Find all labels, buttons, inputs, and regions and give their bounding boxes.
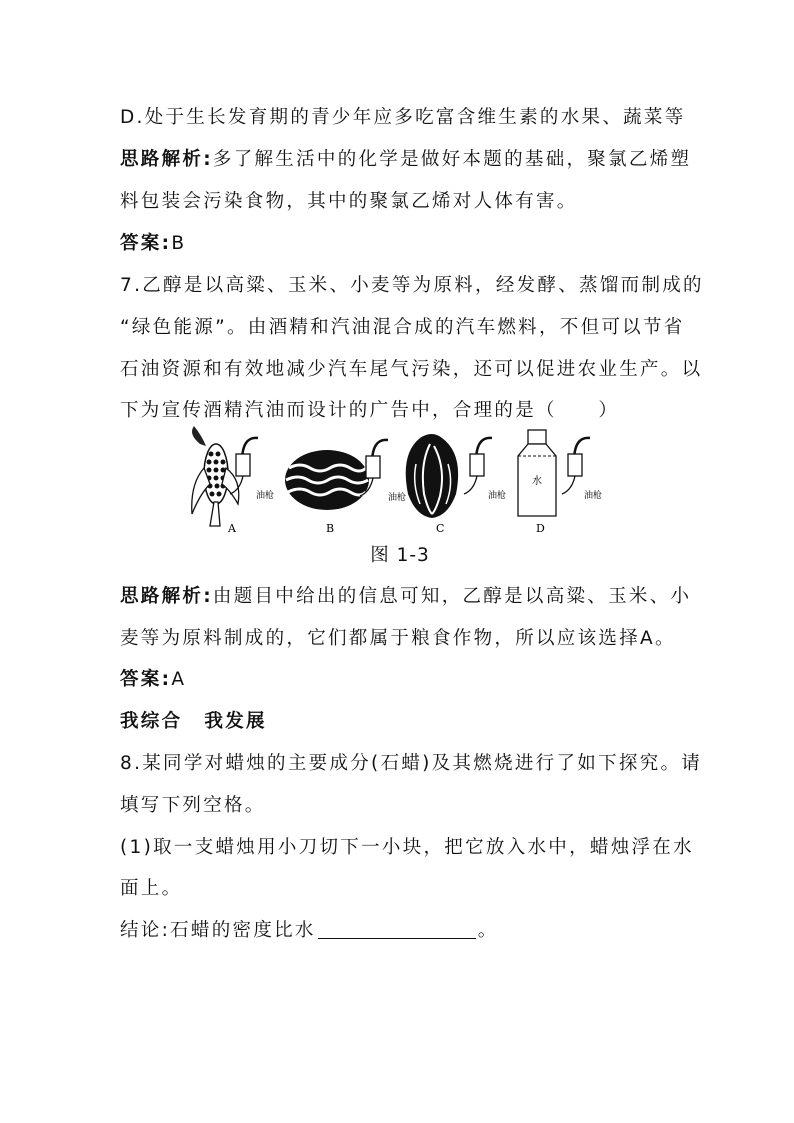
answer-blank[interactable] — [318, 920, 476, 939]
corn-icon — [192, 426, 239, 526]
answer-line-1: 答案:B — [120, 233, 187, 254]
question-7-line-1: 7.乙醇是以高粱、玉米、小麦等为原料，经发酵、蒸馏而制成的 — [120, 275, 704, 296]
option-c-label: C — [436, 522, 445, 535]
question-8-line-2: 填写下列空格。 — [120, 795, 266, 816]
svg-text:油枪: 油枪 — [388, 493, 407, 503]
water-bottle-icon — [518, 430, 556, 516]
text-line-analysis-4: 麦等为原料制成的，它们都属于粮食作物，所以应该选择A。 — [120, 628, 676, 649]
svg-text:油枪: 油枪 — [256, 491, 275, 501]
option-d-label: D — [536, 522, 545, 535]
text-line-analysis-3: 思路解析:由题目中给出的信息可知，乙醇是以高粱、玉米、小 — [120, 586, 692, 607]
question-7-line-3: 石油资源和有效地减少汽车尾气污染，还可以促进农业生产。以 — [120, 359, 703, 380]
section-heading: 我综合 我发展 — [120, 711, 267, 732]
svg-text:油枪: 油枪 — [584, 491, 603, 501]
figure-caption: 图 1-3 — [370, 545, 430, 566]
answer-line-2: 答案:A — [120, 669, 187, 690]
text-line-option-d: D.处于生长发育期的青少年应多吃富含维生素的水果、蔬菜等 — [120, 107, 686, 128]
question-7-line-2: “绿色能源”。由酒精和汽油混合成的汽车燃料，不但可以节省 — [120, 317, 685, 338]
water-label: 水 — [532, 476, 542, 487]
figure-1-3 — [180, 424, 620, 542]
conclusion-line: 结论:石蜡的密度比水 。 — [120, 920, 499, 941]
analysis-label: 思路解析: — [120, 149, 213, 170]
watermelon-icon — [285, 450, 369, 510]
text-line-analysis-1: 思路解析:多了解生活中的化学是做好本题的基础，聚氯乙烯塑 — [120, 149, 692, 170]
text-line-analysis-2: 料包装会污染食物，其中的聚氯乙烯对人体有害。 — [120, 191, 578, 212]
question-8-line-1: 8.某同学对蜡烛的主要成分(石蜡)及其燃烧进行了如下探究。请 — [120, 753, 703, 774]
fuel-gun-icon — [562, 438, 590, 494]
fuel-gun-icon — [464, 438, 492, 494]
question-7-line-4: 下为宣传酒精汽油而设计的广告中，合理的是（ ） — [120, 400, 620, 421]
analysis-label: 思路解析: — [120, 586, 213, 607]
svg-text:油枪: 油枪 — [488, 491, 507, 501]
option-a-label: A — [228, 522, 236, 535]
question-8-line-4: 面上。 — [120, 878, 183, 899]
question-8-line-3: (1)取一支蜡烛用小刀切下一小块，把它放入水中，蜡烛浮在水 — [120, 837, 694, 858]
option-b-label: B — [326, 522, 335, 535]
cabbage-icon — [406, 434, 458, 518]
